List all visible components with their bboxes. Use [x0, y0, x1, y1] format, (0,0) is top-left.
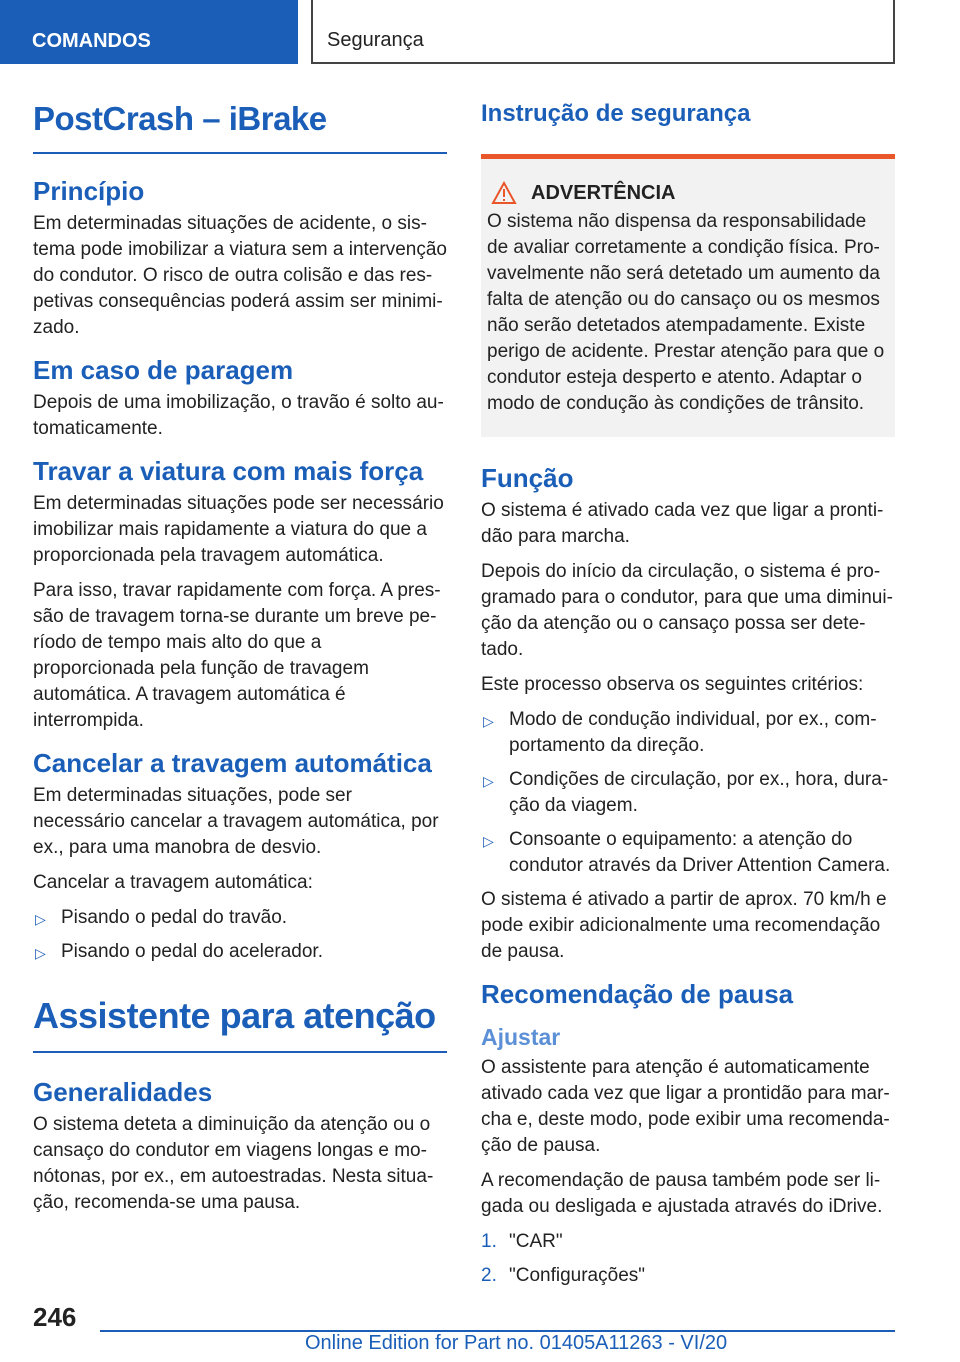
list-item [481, 767, 895, 819]
step-number: 2. [481, 1265, 497, 1286]
step-text: "Configurações" [509, 1265, 646, 1286]
list-item [481, 707, 895, 759]
list-item [33, 939, 447, 965]
list-item-text: Pisando o pedal do travão. [61, 907, 288, 928]
step-item [481, 1263, 895, 1289]
paragraph-funcao-3: Este processo observa os seguintes critérios: [481, 674, 864, 695]
heading-generalidades: Generalidades [33, 1077, 213, 1107]
paragraph-funcao-2: Depois do início da circulação, o sistema é pro-gramado para o condutor, para que uma diminui-ção da atenção ou o cansaço possa ser dete-tado. [481, 561, 893, 660]
list-item [33, 905, 447, 931]
step-number: 1. [481, 1231, 497, 1252]
list-item [481, 827, 895, 879]
section-tab[interactable]: COMANDOS [0, 0, 298, 64]
section-title-assistente: Assistente para atenção [33, 995, 447, 1053]
steps-list [481, 1229, 895, 1289]
warning-text: O sistema não dispensa da responsabilidade de avaliar corretamente a condição física. Pro-vavelmente não será detetado um aumento da falta de atenção ou do cansaço ou os mesmos não serão detetados atempadamente. Existe perigo de acidente. Prestar atenção para que o condutor esteja desperto e atento. Adaptar o modo de condução às condições de trânsito. [487, 211, 885, 414]
warning-triangle-icon [491, 181, 517, 205]
heading-instrucao: Instrução de segurança [481, 100, 751, 127]
heading-recomendacao: Recomendação de pausa [481, 979, 794, 1009]
heading-funcao: Função [481, 463, 574, 493]
warning-header [487, 181, 889, 205]
right-column [481, 100, 895, 1297]
left-column [33, 100, 447, 1225]
paragraph-ajustar-1: O assistente para atenção é automaticamente ativado cada vez que ligar a prontidão para mar-cha e, deste modo, pode exibir uma recomenda-ção de pausa. [481, 1057, 890, 1156]
heading-ajustar: Ajustar [481, 1024, 561, 1050]
heading-cancelar: Cancelar a travagem automática [33, 748, 432, 778]
triangle-right-icon: ▷ [35, 945, 46, 961]
paragraph-funcao-1: O sistema é ativado cada vez que ligar a pronti-dão para marcha. [481, 500, 884, 547]
paragraph-funcao-4: O sistema é ativado a partir de aprox. 70 km/h e pode exibir adicionalmente uma recomendação de pausa. [481, 889, 887, 962]
triangle-right-icon: ▷ [483, 713, 494, 729]
triangle-right-icon: ▷ [483, 773, 494, 789]
heading-travar: Travar a viatura com mais força [33, 456, 424, 486]
funcao-list [481, 707, 895, 879]
cancelar-list [33, 905, 447, 965]
paragraph-travar-2: Para isso, travar rapidamente com força. A pres-são de travagem torna-se durante um breve pe-ríodo de tempo mais alto do que a proporcionada pela função de travagem automática. A travagem automática é interrompida. [33, 580, 441, 731]
triangle-right-icon: ▷ [483, 833, 494, 849]
triangle-right-icon: ▷ [35, 911, 46, 927]
paragraph-principio: Em determinadas situações de acidente, o sis-tema pode imobilizar a viatura sem a intervenção do condutor. O risco de outra colisão e das res-petivas consequências poderá assim ser minimi-zado. [33, 213, 447, 338]
heading-principio: Princípio [33, 176, 145, 206]
step-item [481, 1229, 895, 1255]
paragraph-ajustar-2: A recomendação de pausa também pode ser li-gada ou desligada e ajustada através do iDrive. [481, 1170, 883, 1217]
paragraph-generalidades: O sistema deteta a diminuição da atenção ou o cansaço do condutor em viagens longas e mo-nótonas, por ex., em autoestradas. Nesta situa-ção, recomenda-se uma pausa. [33, 1114, 434, 1213]
section-title-postcrash: PostCrash – iBrake [33, 100, 447, 154]
paragraph-travar-1: Em determinadas situações pode ser necessário imobilizar mais rapidamente a viatura do que a proporcionada pela travagem automática. [33, 493, 444, 566]
list-item-text: Consoante o equipamento: a atenção do condutor através da Driver Attention Camera. [509, 829, 891, 876]
warning-box [481, 154, 895, 437]
list-item-text: Condições de circulação, por ex., hora, dura-ção da viagem. [509, 769, 889, 816]
paragraph-paragem: Depois de uma imobilização, o travão é solto au-tomaticamente. [33, 392, 444, 439]
footer-edition: Online Edition for Part no. 01405A11263 - VI/20 [305, 1332, 728, 1354]
heading-paragem: Em caso de paragem [33, 355, 294, 385]
chapter-tab[interactable]: Segurança [311, 0, 895, 64]
list-item-text: Pisando o pedal do acelerador. [61, 941, 323, 962]
page-number: 246 [33, 1302, 77, 1332]
list-item-text: Modo de condução individual, por ex., com-portamento da direção. [509, 709, 877, 756]
paragraph-cancelar-1: Em determinadas situações, pode ser necessário cancelar a travagem automática, por ex., para uma manobra de desvio. [33, 785, 439, 858]
warning-title: ADVERTÊNCIA [531, 181, 676, 204]
step-text: "CAR" [509, 1231, 563, 1252]
paragraph-cancelar-2: Cancelar a travagem automática: [33, 872, 313, 893]
